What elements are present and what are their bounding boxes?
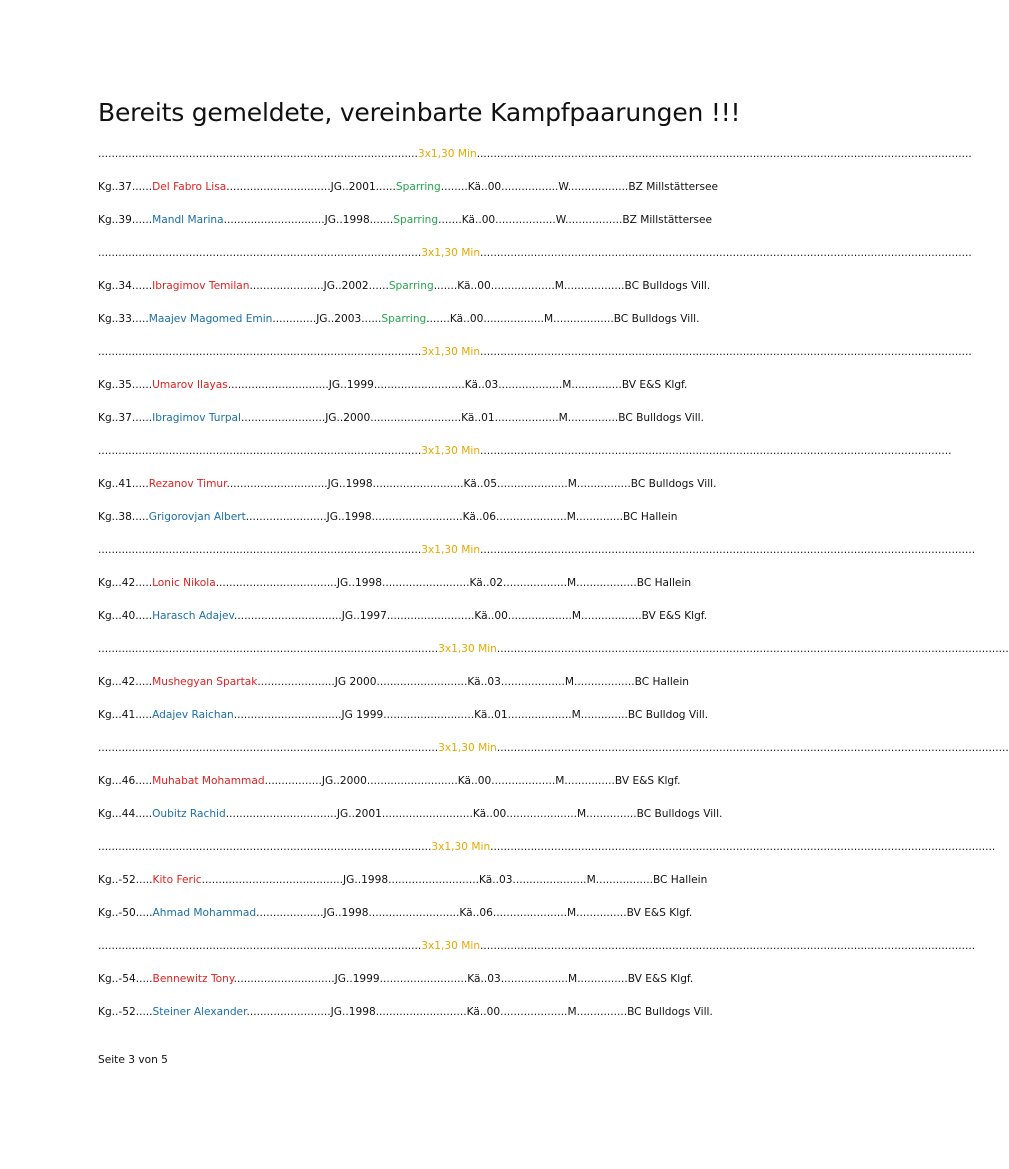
- club-name: BZ Millstättersee: [622, 214, 713, 226]
- gender: M: [567, 1006, 577, 1018]
- birth-year: JG..2000: [325, 412, 371, 424]
- leader-dots: ...............: [576, 1006, 628, 1018]
- blue-corner-entry: [98, 709, 730, 722]
- leader-dots: ...........................: [370, 412, 462, 424]
- leader-dots: ..............: [580, 709, 628, 721]
- club-name: BC Bulldogs Vill.: [627, 1006, 713, 1018]
- weight-class: Kg..-54.....: [98, 973, 153, 985]
- gender: M: [564, 676, 574, 688]
- leader-dots: ..................: [580, 610, 642, 622]
- leader-dots: .............: [272, 313, 317, 325]
- fight-count: Kä..00: [474, 610, 508, 622]
- birth-year: JG..2001......: [330, 181, 396, 193]
- leader-dots: ........: [440, 181, 468, 193]
- weight-class: Kg...42.....: [98, 676, 153, 688]
- leader-dots: ...................: [502, 577, 567, 589]
- weight-class: Kg..-52.....: [98, 1006, 153, 1018]
- boxer-name: Grigorovjan Albert: [148, 511, 246, 523]
- separator-dots: .....................................................................................................: [98, 643, 439, 655]
- leader-dots: .........................: [246, 1006, 331, 1018]
- round-separator: [98, 940, 976, 953]
- fight-count: Kä..00: [461, 214, 496, 226]
- leader-dots: ..........................: [386, 610, 475, 622]
- fight-count: Kä..01: [461, 412, 495, 424]
- leader-dots: ....................: [500, 973, 569, 985]
- leader-dots: ..................: [573, 676, 635, 688]
- blue-corner-entry: [98, 808, 730, 821]
- boxer-name: Umarov Ilayas: [152, 379, 228, 391]
- leader-dots: ...................: [490, 280, 555, 292]
- club-name: BC Bulldogs Vill.: [613, 313, 700, 325]
- boxer-name: Adajev Raichan: [152, 709, 234, 721]
- round-separator: [98, 841, 996, 854]
- leader-dots: ..................: [563, 280, 625, 292]
- gender: M: [586, 874, 596, 886]
- leader-dots: ...................: [491, 775, 556, 787]
- fight-count: Kä..00: [449, 313, 484, 325]
- club-name: BC Hallein: [636, 577, 692, 589]
- leader-dots: ...................: [507, 709, 572, 721]
- boxer-name: Ahmad Mohammad: [152, 907, 257, 919]
- leader-dots: ...........................: [371, 511, 463, 523]
- leader-dots: ..............................: [227, 379, 329, 391]
- leader-dots: .........................: [241, 412, 326, 424]
- boxer-name: Ibragimov Temilan: [152, 280, 250, 292]
- separator-dots: .....................................................................................................: [98, 742, 439, 754]
- leader-dots: ....................................: [215, 577, 337, 589]
- leader-dots: ...............: [571, 379, 622, 391]
- leader-dots: ..........................................: [201, 874, 344, 886]
- leader-dots: .................................: [225, 808, 337, 820]
- round-separator: [98, 445, 952, 458]
- round-duration: 3x1,30 Min: [438, 643, 497, 655]
- gender: W: [558, 181, 568, 193]
- blue-corner-entry: [98, 610, 730, 623]
- weight-class: Kg..35......: [98, 379, 153, 391]
- club-name: BZ Millstättersee: [628, 181, 719, 193]
- weight-class: Kg..-50.....: [98, 907, 153, 919]
- birth-year: JG..1997: [341, 610, 387, 622]
- separator-dots: ................................................................................................: [98, 544, 422, 556]
- club-name: BC Bulldog Vill.: [627, 709, 709, 721]
- red-corner-entry: [98, 874, 730, 887]
- separator-dots: ...................................................................................................: [98, 841, 432, 853]
- club-name: BV E&S Klgf.: [641, 610, 708, 622]
- gender: M: [558, 412, 568, 424]
- sparring-label: Sparring: [388, 280, 434, 292]
- boxer-name: Ibragimov Turpal: [152, 412, 241, 424]
- separator-dots: ................................................................................................: [98, 247, 422, 259]
- leader-dots: ...................: [498, 379, 563, 391]
- leader-dots: ..................: [495, 214, 556, 226]
- leader-dots: .....................: [496, 478, 568, 490]
- leader-dots: .....................: [506, 808, 578, 820]
- fight-count: Kä..05: [463, 478, 497, 490]
- fight-count: Kä..03: [467, 676, 501, 688]
- fight-count: Kä..06: [459, 907, 493, 919]
- page-title: Bereits gemeldete, vereinbarte Kampfpaarungen !!!: [98, 98, 741, 127]
- red-corner-entry: [98, 973, 730, 986]
- birth-year: JG..1998: [336, 577, 382, 589]
- boxer-name: Mandl Marina: [152, 214, 224, 226]
- leader-dots: ...........................: [388, 874, 479, 886]
- blue-corner-entry: [98, 313, 730, 326]
- separator-dots: ..................................................................................................................................................: [480, 247, 972, 259]
- round-duration: 3x1,30 Min: [431, 841, 491, 853]
- leader-dots: ...........................: [373, 379, 465, 391]
- leader-dots: ................................: [233, 709, 342, 721]
- leader-dots: .................: [565, 214, 623, 226]
- round-separator: [98, 346, 972, 359]
- weight-class: Kg..37......: [98, 181, 153, 193]
- page-footer: Seite 3 von 5: [98, 1054, 168, 1066]
- leader-dots: ...................: [500, 676, 565, 688]
- leader-dots: .......: [426, 313, 450, 325]
- blue-corner-entry: [98, 907, 730, 920]
- leader-dots: ..................: [576, 577, 637, 589]
- birth-year: JG..1998: [326, 511, 372, 523]
- sparring-label: Sparring: [393, 214, 439, 226]
- fight-count: Kä..06: [462, 511, 497, 523]
- red-corner-entry: [98, 280, 730, 293]
- leader-dots: ................................: [234, 610, 342, 622]
- round-duration: 3x1,30 Min: [421, 247, 481, 259]
- round-separator: [98, 643, 1009, 656]
- gender: M: [543, 313, 554, 325]
- leader-dots: ...........................: [383, 709, 475, 721]
- round-duration: 3x1,30 Min: [421, 445, 481, 457]
- club-name: BC Hallein: [623, 511, 678, 523]
- leader-dots: ...................: [494, 412, 559, 424]
- leader-dots: ...........................: [366, 775, 458, 787]
- fight-count: Kä..03: [464, 379, 499, 391]
- leader-dots: ..............................: [233, 973, 335, 985]
- leader-dots: .......: [433, 280, 458, 292]
- weight-class: Kg...44.....: [98, 808, 153, 820]
- leader-dots: ..........................: [379, 973, 468, 985]
- club-name: BV E&S Klgf.: [626, 907, 693, 919]
- leader-dots: ...............: [586, 808, 637, 820]
- leader-dots: ...............................: [226, 181, 331, 193]
- boxer-name: Lonic Nikola: [152, 577, 216, 589]
- weight-class: Kg..37......: [98, 412, 153, 424]
- weight-class: Kg..-52.....: [98, 874, 153, 886]
- leader-dots: ..............................: [226, 478, 328, 490]
- weight-class: Kg...42.....: [98, 577, 153, 589]
- leader-dots: .....................: [496, 511, 567, 523]
- leader-dots: ...............: [576, 907, 627, 919]
- boxer-name: Oubitz Rachid: [152, 808, 226, 820]
- birth-year: JG..1998: [327, 478, 373, 490]
- separator-dots: ..................................................................................................................................................: [480, 346, 972, 358]
- gender: M: [562, 379, 572, 391]
- leader-dots: ...........................: [368, 907, 460, 919]
- leader-dots: ................: [576, 478, 631, 490]
- fight-count: Kä..03: [479, 874, 513, 886]
- red-corner-entry: [98, 577, 730, 590]
- leader-dots: .......................: [257, 676, 335, 688]
- club-name: BC Bulldogs Vill.: [636, 808, 723, 820]
- round-separator: [98, 544, 976, 557]
- boxer-name: Kito Feric: [152, 874, 202, 886]
- fight-count: Kä..01: [474, 709, 508, 721]
- leader-dots: ...............: [577, 973, 628, 985]
- gender: M: [554, 280, 564, 292]
- leader-dots: ......................: [492, 907, 567, 919]
- fight-count: Kä..02: [469, 577, 503, 589]
- leader-dots: ......................: [512, 874, 587, 886]
- birth-year: JG..2001: [336, 808, 382, 820]
- leader-dots: .................: [501, 181, 559, 193]
- fight-count: Kä..00: [457, 280, 491, 292]
- leader-dots: ....................: [500, 1006, 568, 1018]
- birth-year: JG..1998: [343, 874, 389, 886]
- separator-dots: ................................................................................................: [98, 940, 422, 952]
- boxer-name: Bennewitz Tony: [152, 973, 234, 985]
- birth-year: JG..1999: [334, 973, 380, 985]
- fight-count: Kä..00: [467, 181, 502, 193]
- club-name: BC Hallein: [634, 676, 689, 688]
- boxer-name: Steiner Alexander: [152, 1006, 247, 1018]
- blue-corner-entry: [98, 412, 730, 425]
- birth-year: JG..1999: [328, 379, 374, 391]
- birth-year: JG 2000: [334, 676, 377, 688]
- leader-dots: ...........................: [376, 676, 468, 688]
- fight-count: Kä..03: [467, 973, 501, 985]
- gender: M: [568, 973, 578, 985]
- gender: M: [555, 775, 565, 787]
- round-duration: 3x1,30 Min: [421, 346, 481, 358]
- separator-dots: ...................................................................................................................................................: [480, 544, 976, 556]
- leader-dots: ...........................: [381, 808, 473, 820]
- round-duration: 3x1,30 Min: [421, 544, 481, 556]
- birth-year: JG..2002......: [323, 280, 389, 292]
- weight-class: Kg..33.....: [98, 313, 149, 325]
- separator-dots: ...............................................................................................: [98, 148, 418, 160]
- weight-class: Kg..34......: [98, 280, 153, 292]
- fight-count: Kä..00: [457, 775, 492, 787]
- blue-corner-entry: [98, 511, 730, 524]
- red-corner-entry: [98, 775, 730, 788]
- leader-dots: ..............................: [223, 214, 325, 226]
- birth-year: JG 1999: [341, 709, 384, 721]
- weight-class: Kg..39......: [98, 214, 153, 226]
- boxer-name: Mushegyan Spartak: [152, 676, 258, 688]
- sparring-label: Sparring: [395, 181, 441, 193]
- separator-dots: ...................................................................................................................................................: [476, 148, 972, 160]
- boxer-name: Muhabat Mohammad: [152, 775, 265, 787]
- blue-corner-entry: [98, 1006, 730, 1019]
- red-corner-entry: [98, 379, 730, 392]
- leader-dots: ...............: [567, 412, 619, 424]
- red-corner-entry: [98, 676, 730, 689]
- leader-dots: ..........................: [381, 577, 470, 589]
- gender: M: [571, 709, 581, 721]
- birth-year: JG..1998: [330, 1006, 376, 1018]
- gender: M: [571, 610, 581, 622]
- blue-corner-entry: [98, 214, 730, 227]
- separator-dots: ............................................................................................................................................: [480, 445, 952, 457]
- weight-class: Kg...41.....: [98, 709, 153, 721]
- club-name: BC Bulldogs Vill.: [624, 280, 711, 292]
- pairings-list: [98, 148, 1009, 1019]
- separator-dots: ...................................................................................................................................................: [480, 940, 976, 952]
- separator-dots: ................................................................................................: [98, 346, 422, 358]
- round-separator: [98, 742, 1009, 755]
- leader-dots: ...........................: [372, 478, 464, 490]
- leader-dots: ..................: [553, 313, 614, 325]
- leader-dots: ..................: [567, 181, 629, 193]
- gender: M: [566, 511, 576, 523]
- boxer-name: Harasch Adajev: [152, 610, 235, 622]
- leader-dots: ..............: [575, 511, 624, 523]
- club-name: BC Bulldogs Vill.: [630, 478, 717, 490]
- boxer-name: Del Fabro Lisa: [152, 181, 227, 193]
- leader-dots: .................: [595, 874, 653, 886]
- birth-year: JG..1998.......: [324, 214, 394, 226]
- leader-dots: ...............: [564, 775, 615, 787]
- leader-dots: ........................: [245, 511, 327, 523]
- round-separator: [98, 247, 972, 260]
- boxer-name: Rezanov Timur: [148, 478, 227, 490]
- gender: W: [555, 214, 566, 226]
- club-name: BV E&S Klgf.: [614, 775, 681, 787]
- round-duration: 3x1,30 Min: [438, 742, 497, 754]
- round-duration: 3x1,30 Min: [417, 148, 477, 160]
- weight-class: Kg...46.....: [98, 775, 153, 787]
- birth-year: JG..2003......: [316, 313, 382, 325]
- club-name: BV E&S Klgf.: [621, 379, 688, 391]
- round-duration: 3x1,30 Min: [421, 940, 481, 952]
- fight-count: Kä..00: [466, 1006, 501, 1018]
- leader-dots: ......................: [249, 280, 324, 292]
- gender: M: [577, 808, 587, 820]
- separator-dots: ......................................................................................................................................................: [490, 841, 996, 853]
- boxer-name: Maajev Magomed Emin: [148, 313, 273, 325]
- weight-class: Kg...40.....: [98, 610, 153, 622]
- weight-class: Kg..38.....: [98, 511, 149, 523]
- birth-year: JG..2000: [321, 775, 367, 787]
- sparring-label: Sparring: [381, 313, 427, 325]
- gender: M: [566, 907, 577, 919]
- gender: M: [567, 478, 577, 490]
- leader-dots: ...................: [507, 610, 572, 622]
- red-corner-entry: [98, 181, 730, 194]
- weight-class: Kg..41.....: [98, 478, 149, 490]
- round-separator: [98, 148, 972, 161]
- gender: M: [566, 577, 577, 589]
- separator-dots: ................................................................................................: [98, 445, 422, 457]
- separator-dots: ........................................................................................................................................................: [496, 643, 1009, 655]
- club-name: BV E&S Klgf.: [627, 973, 694, 985]
- leader-dots: ..................: [483, 313, 544, 325]
- leader-dots: .......: [438, 214, 462, 226]
- leader-dots: .................: [264, 775, 322, 787]
- fight-count: Kä..00: [472, 808, 507, 820]
- club-name: BC Bulldogs Vill.: [618, 412, 704, 424]
- leader-dots: ....................: [256, 907, 324, 919]
- leader-dots: ...........................: [375, 1006, 467, 1018]
- separator-dots: ........................................................................................................................................................: [496, 742, 1009, 754]
- birth-year: JG..1998: [323, 907, 369, 919]
- red-corner-entry: [98, 478, 730, 491]
- club-name: BC Hallein: [652, 874, 708, 886]
